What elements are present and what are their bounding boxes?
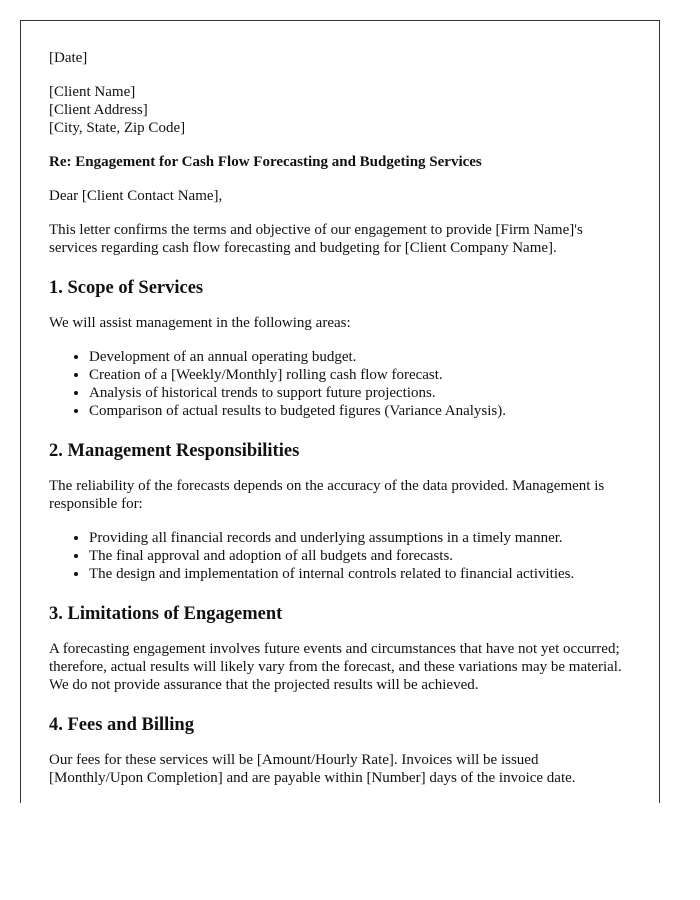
list-item: • Creation of a [Weekly/Monthly] rolling cash flow forecast. xyxy=(89,366,631,384)
bullet-list xyxy=(49,348,631,420)
section-heading: 3. Limitations of Engagement xyxy=(49,604,283,624)
section-text: A forecasting engagement involves future events and circumstances that have not yet occurred; therefore, actual results will likely vary from the forecast, and these variations may be material. We do not provide assurance that the projected results will be achieved. xyxy=(49,641,622,693)
list-item: • Providing all financial records and underlying assumptions in a timely manner. xyxy=(89,529,631,547)
address-line: [Client Name] xyxy=(49,84,136,100)
section-heading: 4. Fees and Billing xyxy=(49,715,194,735)
bullet-list xyxy=(49,529,631,583)
section-text: Our fees for these services will be [Amount/Hourly Rate]. Invoices will be issued [Monthly/Upon Completion] and are payable within [Number] days of the invoice date. xyxy=(49,752,576,786)
recipient-address xyxy=(49,83,631,137)
section-heading: 2. Management Responsibilities xyxy=(49,441,300,461)
list-item: • Development of an annual operating budget. xyxy=(89,348,631,366)
section-heading: 1. Scope of Services xyxy=(49,278,204,298)
letter-date: [Date] xyxy=(49,50,88,66)
address-line: [Client Address] xyxy=(49,102,148,118)
section-text: We will assist management in the following areas: xyxy=(49,315,351,331)
section-text: The reliability of the forecasts depends on the accuracy of the data provided. Management is responsible for: xyxy=(49,478,605,512)
subject-line: Re: Engagement for Cash Flow Forecasting and Budgeting Services xyxy=(49,154,482,170)
letter-page xyxy=(20,20,660,803)
salutation: Dear [Client Contact Name], xyxy=(49,188,223,204)
list-item: • The design and implementation of internal controls related to financial activities. xyxy=(89,565,631,583)
address-line: [City, State, Zip Code] xyxy=(49,120,186,136)
list-item: • Analysis of historical trends to support future projections. xyxy=(89,384,631,402)
intro-paragraph: This letter confirms the terms and objective of our engagement to provide [Firm Name]'s services regarding cash flow forecasting and budgeting for [Client Company Name]. xyxy=(49,222,583,256)
list-item: • The final approval and adoption of all budgets and forecasts. xyxy=(89,547,631,565)
list-item: • Comparison of actual results to budgeted figures (Variance Analysis). xyxy=(89,402,631,420)
